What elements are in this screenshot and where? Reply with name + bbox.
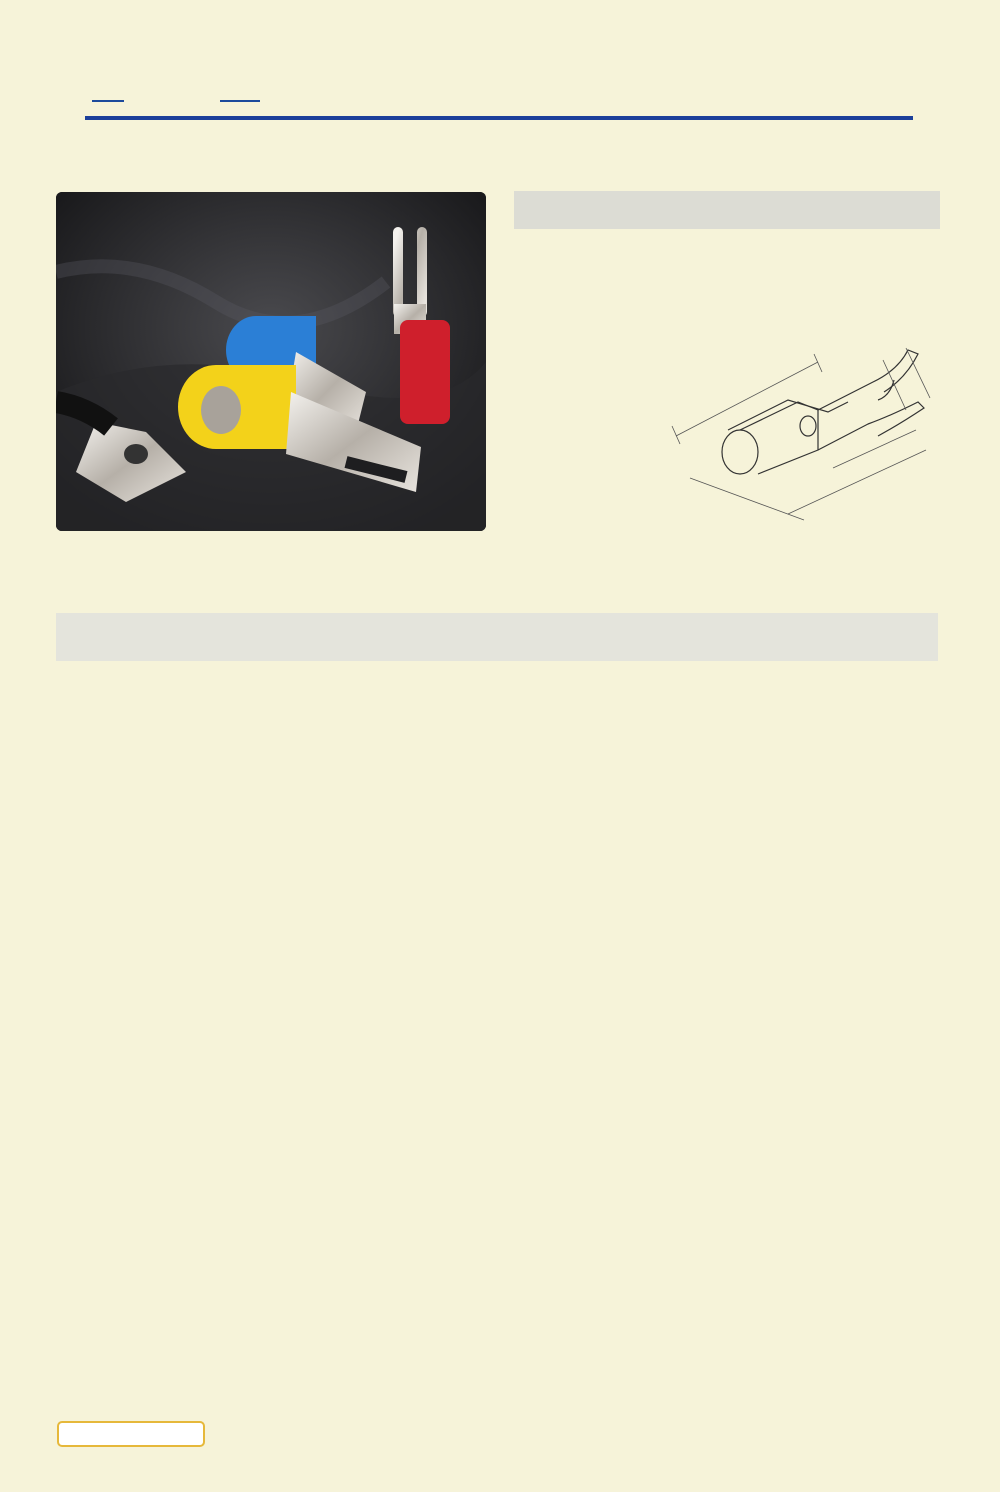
table-header [56, 613, 938, 661]
logo-line-right [220, 100, 260, 102]
product-photo [56, 192, 486, 531]
header-rule [85, 116, 913, 120]
website-link[interactable] [57, 1421, 205, 1447]
logo-line-left [92, 100, 124, 102]
product-heading [514, 191, 940, 229]
terminal-dimension-diagram [668, 340, 943, 520]
gentai-logo [92, 52, 264, 112]
